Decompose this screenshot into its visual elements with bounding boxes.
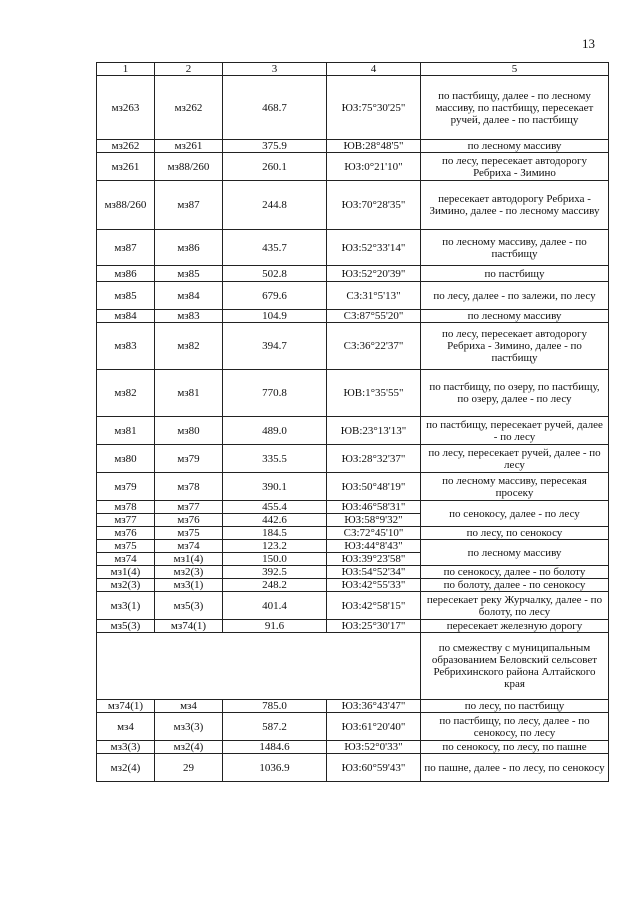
to-point: мз2(3) [155,566,223,579]
table-row [97,540,609,553]
to-point: мз85 [155,266,223,282]
bearing: ЮЗ:42°55'33" [327,579,421,592]
from-point: мз74 [97,553,155,566]
description: по пастбищу, далее - по лесному массиву, по пастбищу, пересекает ручей, далее - по пастбищу [421,76,609,140]
distance: 1484.6 [223,741,327,754]
from-point: мз85 [97,282,155,310]
description: по болоту, далее - по сенокосу [421,579,609,592]
bearing: ЮЗ:44°8'43" [327,540,421,553]
from-point: мз74(1) [97,700,155,713]
from-point: мз84 [97,310,155,323]
description: по сенокосу, по лесу, по пашне [421,741,609,754]
bearing: ЮЗ:50°48'19" [327,473,421,501]
from-point: мз2(3) [97,579,155,592]
to-point: мз5(3) [155,592,223,620]
distance: 1036.9 [223,754,327,782]
distance: 435.7 [223,230,327,266]
bearing: ЮЗ:60°59'43" [327,754,421,782]
from-point: мз3(1) [97,592,155,620]
from-point: мз77 [97,514,155,527]
to-point: мз261 [155,140,223,153]
distance: 244.8 [223,181,327,230]
distance: 489.0 [223,417,327,445]
description: по лесному массиву [421,540,609,566]
distance: 104.9 [223,310,327,323]
bearing: СЗ:36°22'37" [327,323,421,370]
description: по лесу, по пастбищу [421,700,609,713]
bearing: ЮЗ:28°32'37" [327,445,421,473]
bearing: ЮЗ:39°23'58" [327,553,421,566]
description: пересекает автодорогу Ребриха - Зимино, далее - по лесному массиву [421,181,609,230]
table-row [97,323,609,370]
table-row [97,310,609,323]
column-header-2: 2 [155,63,223,76]
table-row [97,445,609,473]
table-row [97,501,609,514]
to-point: мз74 [155,540,223,553]
distance: 375.9 [223,140,327,153]
table-row [97,230,609,266]
from-point: мз87 [97,230,155,266]
from-point: мз1(4) [97,566,155,579]
to-point: мз4 [155,700,223,713]
from-point: мз83 [97,323,155,370]
distance: 468.7 [223,76,327,140]
distance: 587.2 [223,713,327,741]
distance: 679.6 [223,282,327,310]
distance: 150.0 [223,553,327,566]
to-point: мз81 [155,370,223,417]
description: по лесному массиву [421,310,609,323]
from-point: мз78 [97,501,155,514]
description: по пастбищу, по озеру, по пастбищу, по озеру, далее - по лесу [421,370,609,417]
distance: 392.5 [223,566,327,579]
from-point: мз5(3) [97,620,155,633]
from-point: мз81 [97,417,155,445]
table-row [97,370,609,417]
to-point: мз3(1) [155,579,223,592]
column-header-5: 5 [421,63,609,76]
to-point: мз77 [155,501,223,514]
to-point: мз83 [155,310,223,323]
distance: 442.6 [223,514,327,527]
table-row [97,592,609,620]
description: по лесному массиву, пересекая просеку [421,473,609,501]
page-number: 13 [582,36,595,51]
bearing: ЮЗ:70°28'35" [327,181,421,230]
distance: 394.7 [223,323,327,370]
bearing: ЮЗ:54°52'34" [327,566,421,579]
bearing: ЮВ:1°35'55" [327,370,421,417]
distance: 401.4 [223,592,327,620]
boundary-table [96,62,609,782]
description: по лесу, далее - по залежи, по лесу [421,282,609,310]
distance: 390.1 [223,473,327,501]
description: по лесному массиву [421,140,609,153]
to-point: мз1(4) [155,553,223,566]
bearing: ЮЗ:58°9'32" [327,514,421,527]
table-row [97,566,609,579]
to-point: мз76 [155,514,223,527]
table-row [97,620,609,633]
distance: 123.2 [223,540,327,553]
description: по пастбищу, пересекает ручей, далее - по лесу [421,417,609,445]
to-point: мз262 [155,76,223,140]
bearing: ЮЗ:42°58'15" [327,592,421,620]
from-point: мз88/260 [97,181,155,230]
from-point: мз261 [97,153,155,181]
to-point: 29 [155,754,223,782]
description: по пашне, далее - по лесу, по сенокосу [421,754,609,782]
table-row [97,741,609,754]
to-point: мз88/260 [155,153,223,181]
description: по пастбищу [421,266,609,282]
bearing: ЮЗ:61°20'40" [327,713,421,741]
to-point: мз74(1) [155,620,223,633]
bearing: ЮЗ:52°0'33" [327,741,421,754]
bearing: ЮЗ:46°58'31" [327,501,421,514]
column-header-1: 1 [97,63,155,76]
table-row [97,579,609,592]
table-row [97,282,609,310]
from-point: мз263 [97,76,155,140]
from-point: мз76 [97,527,155,540]
bearing: ЮВ:23°13'13" [327,417,421,445]
to-point: мз2(4) [155,741,223,754]
bearing: ЮЗ:75°30'25" [327,76,421,140]
to-point: мз78 [155,473,223,501]
description: по сенокосу, далее - по лесу [421,501,609,527]
to-point: мз82 [155,323,223,370]
table-row [97,473,609,501]
from-point: мз3(3) [97,741,155,754]
column-header-3: 3 [223,63,327,76]
table-row [97,140,609,153]
description: по лесу, пересекает ручей, далее - по лесу [421,445,609,473]
table-row [97,266,609,282]
bearing: ЮВ:28°48'5" [327,140,421,153]
table-row [97,181,609,230]
description: по лесному массиву, далее - по пастбищу [421,230,609,266]
column-header-4: 4 [327,63,421,76]
description: пересекает железную дорогу [421,620,609,633]
distance: 502.8 [223,266,327,282]
to-point: мз86 [155,230,223,266]
from-point: мз79 [97,473,155,501]
description: по смежеству с муниципальным образованием Беловский сельсовет Ребрихинского района Алтайского края [421,633,609,700]
bearing: ЮЗ:25°30'17" [327,620,421,633]
description: по пастбищу, по лесу, далее - по сенокосу, по лесу [421,713,609,741]
table-header-row [97,63,609,76]
distance: 770.8 [223,370,327,417]
from-point: мз80 [97,445,155,473]
bearing: СЗ:72°45'10" [327,527,421,540]
description: по лесу, пересекает автодорогу Ребриха - Зимино [421,153,609,181]
table-row [97,76,609,140]
distance: 785.0 [223,700,327,713]
distance: 248.2 [223,579,327,592]
bearing: СЗ:87°55'20" [327,310,421,323]
distance: 455.4 [223,501,327,514]
description: по лесу, пересекает автодорогу Ребриха - Зимино, далее - по пастбищу [421,323,609,370]
table-row [97,153,609,181]
bearing: ЮЗ:0°21'10" [327,153,421,181]
distance: 184.5 [223,527,327,540]
from-point: мз75 [97,540,155,553]
table-row [97,713,609,741]
table-row [97,527,609,540]
description: по лесу, по сенокосу [421,527,609,540]
table-row [97,754,609,782]
from-point: мз2(4) [97,754,155,782]
to-point: мз87 [155,181,223,230]
from-point: мз262 [97,140,155,153]
bearing: ЮЗ:36°43'47" [327,700,421,713]
from-point: мз86 [97,266,155,282]
to-point: мз79 [155,445,223,473]
to-point: мз75 [155,527,223,540]
to-point: мз3(3) [155,713,223,741]
distance: 260.1 [223,153,327,181]
from-point: мз82 [97,370,155,417]
bearing: СЗ:31°5'13" [327,282,421,310]
to-point: мз84 [155,282,223,310]
from-point: мз4 [97,713,155,741]
bearing: ЮЗ:52°20'39" [327,266,421,282]
distance: 335.5 [223,445,327,473]
to-point: мз80 [155,417,223,445]
table-row [97,633,609,700]
blank-merged-cell [97,633,421,700]
table-row [97,700,609,713]
description: по сенокосу, далее - по болоту [421,566,609,579]
table-row [97,417,609,445]
bearing: ЮЗ:52°33'14" [327,230,421,266]
description: пересекает реку Журчалку, далее - по болоту, по лесу [421,592,609,620]
distance: 91.6 [223,620,327,633]
